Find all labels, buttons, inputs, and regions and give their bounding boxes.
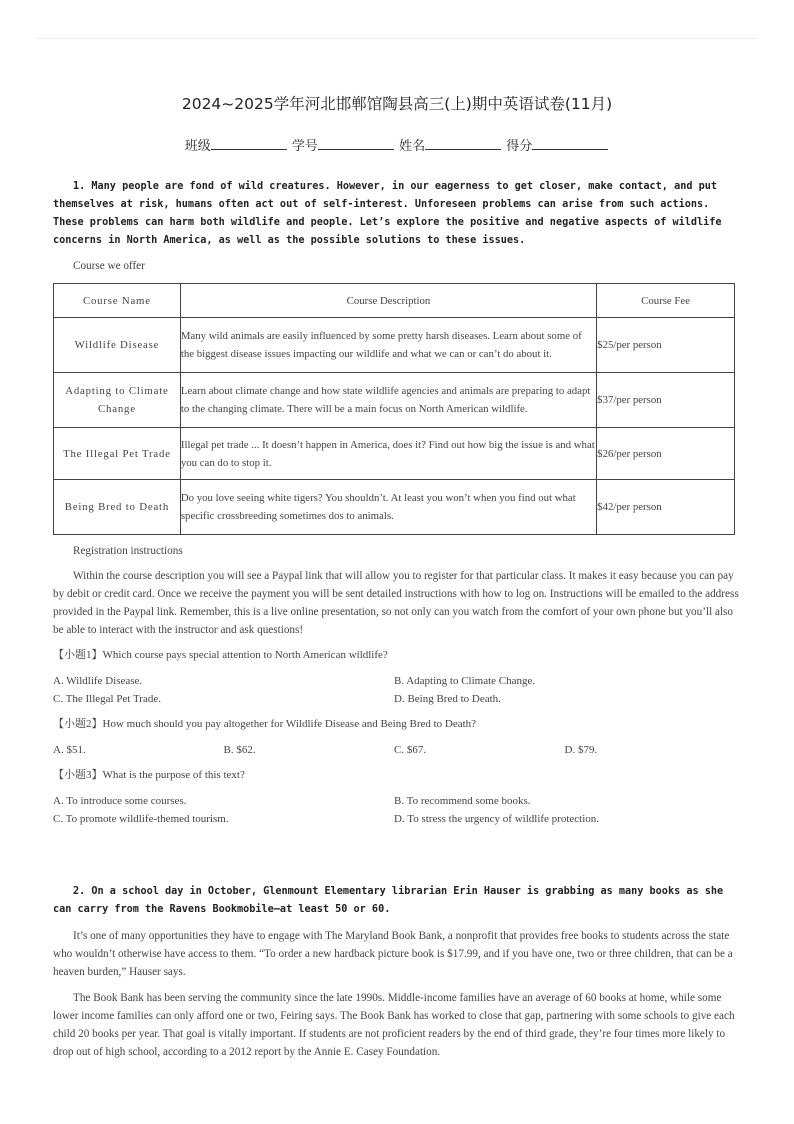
table-header-row	[54, 284, 735, 318]
class-label: 班级	[184, 139, 211, 154]
courses-heading: Course we offer	[73, 260, 145, 272]
option-c[interactable]: C. $67.	[394, 744, 427, 756]
student-id-label: 学号	[291, 139, 318, 154]
question-2-paragraph: The Book Bank has been serving the community since the late 1990s. Middle-income families have an average of 60 books at home, while some lower income families can only afford one or two, Feiring says. The Book Bank has worked to close that gap, partnering with some schools to give each child 20 books per year. That goal is vitally important. If students are not proficient readers by the end of third grade, they’re four times more likely to drop out of high school, according to a 2012 report by the Annie E. Casey Foundation.	[53, 992, 735, 1058]
option-c[interactable]: C. The Illegal Pet Trade.	[53, 693, 161, 705]
option-d[interactable]: D. $79.	[564, 744, 598, 756]
name-label: 姓名	[399, 139, 426, 154]
course-fee: $37/per person	[597, 373, 735, 428]
registration-section	[53, 542, 741, 828]
course-table-wrap	[53, 283, 735, 535]
course-name: Wildlife Disease	[54, 318, 181, 373]
student-id-blank[interactable]	[318, 137, 394, 150]
course-fee: $42/per person	[597, 480, 735, 535]
page-top-divider	[36, 38, 758, 39]
option-b[interactable]: B. To recommend some books.	[394, 795, 531, 807]
name-blank[interactable]	[425, 137, 501, 150]
table-row	[54, 428, 735, 480]
option-b[interactable]: B. $62.	[223, 744, 256, 756]
question-2	[53, 883, 741, 1061]
option-a[interactable]: A. To introduce some courses.	[53, 795, 187, 807]
question-1-stem: 1. Many people are fond of wild creatures. However, in our eagerness to get closer, make contact, and put themselves at risk, humans often act out of self-interest. Unforeseen problems can arise from such actions. These problems can harm both wildlife and people. Let’s explore the positive and negative aspects of wildlife concerns in North America, as well as the possible solutions to these issues.	[53, 181, 722, 246]
sub-question-3: 【小题3】What is the purpose of this text?	[53, 769, 245, 781]
course-description: Learn about climate change and how state wildlife agencies and animals are preparing to adapt to the changing climate. There will be a main focus on North American wildlife.	[180, 373, 596, 428]
option-a[interactable]: A. $51.	[53, 744, 86, 756]
registration-text: Within the course description you will see a Paypal link that will allow you to register for that particular class. It makes it easy because you can pay by debit or credit card. Once we receive the payment you will be sent detailed instructions with how to log on. Instructions will be emailed to the address provided in the Paypal link. Remember, this is a live online presentation, so not only can you watch from the comfort of your own phone but you’ll also be able to interact with the instructor and ask questions!	[53, 570, 739, 636]
sub-question-1: 【小题1】Which course pays special attention to North American wildlife?	[53, 649, 388, 661]
header-course-description: Course Description	[180, 284, 596, 318]
table-row	[54, 373, 735, 428]
course-fee: $25/per person	[597, 318, 735, 373]
options-row	[53, 810, 741, 828]
option-d[interactable]: D. To stress the urgency of wildlife protection.	[394, 813, 600, 825]
class-blank[interactable]	[211, 137, 287, 150]
score-label: 得分	[506, 139, 533, 154]
course-name: The Illegal Pet Trade	[54, 428, 181, 480]
option-b[interactable]: B. Adapting to Climate Change.	[394, 675, 536, 687]
exam-title: 2024~2025学年河北邯郸馆陶县高三(上)期中英语试卷(11月)	[181, 95, 613, 113]
question-2-stem: 2. On a school day in October, Glenmount Elementary librarian Erin Hauser is grabbing as many books as she can carry from the Ravens Bookmobile—at least 50 or 60.	[53, 886, 724, 915]
option-c[interactable]: C. To promote wildlife-themed tourism.	[53, 813, 229, 825]
options-row	[53, 792, 741, 810]
course-description: Illegal pet trade ... It doesn’t happen in America, does it? Find out how big the issue is and what you can do to stop it.	[180, 428, 596, 480]
header-course-fee: Course Fee	[597, 284, 735, 318]
option-a[interactable]: A. Wildlife Disease.	[53, 675, 143, 687]
options-row	[53, 690, 741, 708]
student-info-line	[0, 135, 794, 154]
option-d[interactable]: D. Being Bred to Death.	[394, 693, 501, 705]
course-fee: $26/per person	[597, 428, 735, 480]
registration-heading: Registration instructions	[73, 545, 183, 557]
options-row	[53, 672, 741, 690]
table-row	[54, 480, 735, 535]
course-table	[53, 283, 735, 535]
table-row	[54, 318, 735, 373]
sub-question-2: 【小题2】How much should you pay altogether for Wildlife Disease and Being Bred to Death?	[53, 718, 477, 730]
question-2-paragraph: It’s one of many opportunities they have to engage with The Maryland Book Bank, a nonprofit that provides free books to students across the state who wouldn’t otherwise have access to them. “To order a new hardback picture book is $17.99, and if you have one, two or three children, that can be a heaven burden,” Hauser says.	[53, 930, 733, 978]
course-description: Do you love seeing white tigers? You shouldn’t. At least you won’t when you find out what specific crossbreeding sometimes dos to animals.	[180, 480, 596, 535]
course-name: Adapting to Climate Change	[54, 373, 181, 428]
course-name: Being Bred to Death	[54, 480, 181, 535]
score-blank[interactable]	[532, 137, 608, 150]
options-row	[53, 741, 741, 759]
course-description: Many wild animals are easily influenced by some pretty harsh diseases. Learn about some of the biggest disease issues impacting our wildlife and what we can or can’t do about it.	[180, 318, 596, 373]
question-1	[53, 178, 741, 275]
header-course-name: Course Name	[54, 284, 181, 318]
